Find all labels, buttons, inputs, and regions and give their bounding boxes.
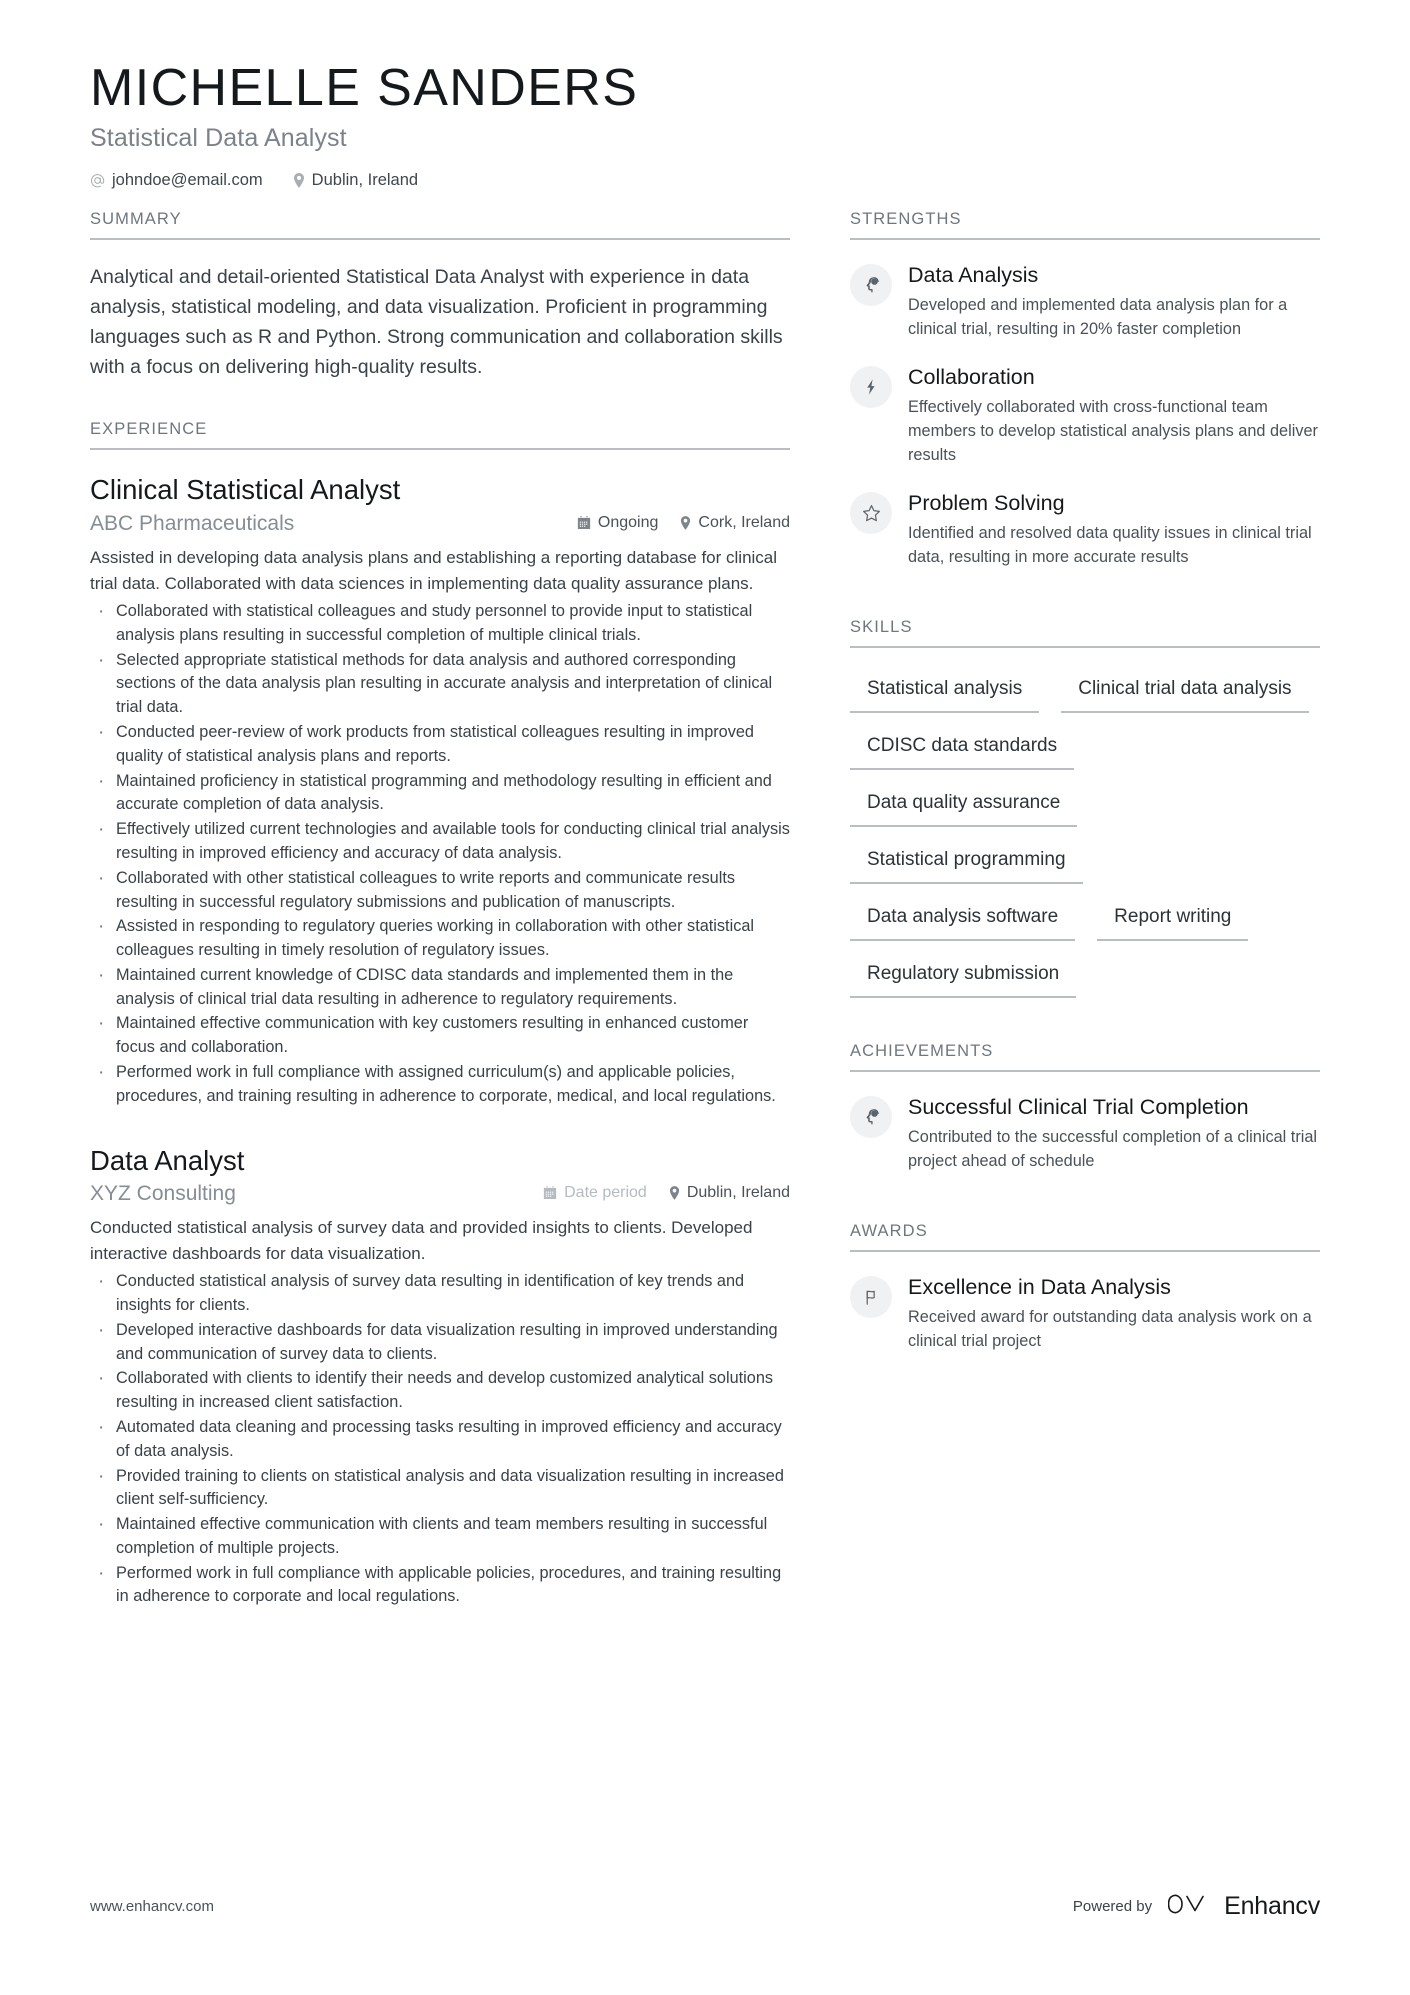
footer-website[interactable]: www.enhancv.com xyxy=(90,1897,214,1915)
experience-role: Clinical Statistical Analyst xyxy=(90,474,401,506)
contact-row xyxy=(90,171,1320,190)
strength-item xyxy=(850,490,1320,570)
award-item xyxy=(850,1274,1320,1354)
enhancv-brand xyxy=(1168,1891,1320,1921)
experience-bullet: · Developed interactive dashboards for data visualization resulting in improved understanding and communication of survey data to clients. xyxy=(90,1319,790,1367)
awards-section-title: AWARDS xyxy=(850,1222,1320,1252)
section-experience xyxy=(90,420,790,1609)
achievement-item xyxy=(850,1094,1320,1174)
experience-bullet: · Collaborated with clients to identify their needs and develop customized analytical solutions resulting in increased client satisfaction. xyxy=(90,1367,790,1415)
enhancv-logo-icon xyxy=(1168,1891,1214,1921)
skill-tag: Data analysis software xyxy=(850,898,1075,941)
experience-bullet: · Collaborated with statistical colleagues and study personnel to provide input to statistical analysis plans resulting in successful completion of multiple clinical trials. xyxy=(90,600,790,648)
strengths-section-title: STRENGTHS xyxy=(850,210,1320,240)
contact-email[interactable] xyxy=(90,171,263,190)
experience-bullet: · Automated data cleaning and processing tasks resulting in improved efficiency and accuracy of data analysis. xyxy=(90,1416,790,1464)
experience-bullets xyxy=(90,1270,790,1609)
skill-tag: Report writing xyxy=(1097,898,1248,941)
map-pin-icon xyxy=(669,1186,680,1200)
experience-bullet: · Maintained proficiency in statistical programming and methodology resulting in efficient and accurate completion of data analysis. xyxy=(90,770,790,818)
skill-tag: Statistical analysis xyxy=(850,670,1039,713)
experience-description: Assisted in developing data analysis plans and establishing a reporting database for clinical trial data. Collaborated with data sciences in implementing data quality assurance plans. xyxy=(90,548,778,593)
star-outline-icon xyxy=(850,492,892,534)
experience-bullets xyxy=(90,600,790,1108)
achievements-section-title: ACHIEVEMENTS xyxy=(850,1042,1320,1072)
calendar-icon xyxy=(543,1186,557,1200)
experience-role: Data Analyst xyxy=(90,1144,245,1176)
contact-email-text: johndoe@email.com xyxy=(112,171,263,190)
flag-icon xyxy=(850,1276,892,1318)
skills-list xyxy=(850,670,1320,1012)
footer-branding xyxy=(1073,1891,1320,1921)
experience-location-text: Dublin, Ireland xyxy=(686,1184,790,1202)
resume-body xyxy=(90,210,1320,1615)
summary-section-title: SUMMARY xyxy=(90,210,790,240)
skill-tag: Regulatory submission xyxy=(850,955,1076,998)
experience-bullet: · Effectively utilized current technologies and available tools for conducting clinical trial analysis resulting in improved efficiency and accuracy of data analysis. xyxy=(90,818,790,866)
award-title: Excellence in Data Analysis xyxy=(908,1275,1171,1300)
experience-meta-right xyxy=(543,1184,790,1202)
experience-bullet: · Conducted peer-review of work products from statistical colleagues resulting in improved quality of statistical analysis plans and reports. xyxy=(90,721,790,769)
summary-text: Analytical and detail-oriented Statistical Data Analyst with experience in data analysis, statistical modeling, and data visualization. Proficient in programming languages such as R and Python. Strong communication and collaboration skills with a focus on delivering high-quality results. xyxy=(90,266,783,379)
experience-bullet: · Assisted in responding to regulatory queries working in collaboration with other statistical colleagues resulting in timely resolution of regulatory issues. xyxy=(90,915,790,963)
section-awards xyxy=(850,1222,1320,1354)
experience-date xyxy=(577,514,659,532)
strength-body xyxy=(908,364,1320,468)
strength-title: Collaboration xyxy=(908,365,1035,390)
strength-item xyxy=(850,262,1320,342)
experience-date-text: Date period xyxy=(564,1184,647,1202)
calendar-icon xyxy=(577,516,591,530)
experience-company: XYZ Consulting xyxy=(90,1182,236,1206)
strength-description: Effectively collaborated with cross-functional team members to develop statistical analysis plans and deliver results xyxy=(908,398,1318,465)
skill-tag: Statistical programming xyxy=(850,841,1083,884)
powered-by-label: Powered by xyxy=(1072,1897,1153,1915)
experience-meta xyxy=(90,512,790,536)
experience-bullet: · Provided training to clients on statistical analysis and data visualization resulting in increased client self-sufficiency. xyxy=(90,1465,790,1513)
experience-bullet: · Performed work in full compliance with assigned curriculum(s) and applicable policies, procedures, and training resulting in adherence to corporate, medical, and local regulations. xyxy=(90,1061,790,1109)
experience-bullet: · Selected appropriate statistical methods for data analysis and authored corresponding sections of the data analysis plan resulting in accurate analysis and interpretation of clinical trial data. xyxy=(90,649,790,720)
strength-title: Problem Solving xyxy=(908,491,1065,516)
contact-location-text: Dublin, Ireland xyxy=(311,171,419,190)
skill-tag: Data quality assurance xyxy=(850,784,1077,827)
strength-description: Identified and resolved data quality issues in clinical trial data, resulting in more accurate results xyxy=(908,524,1312,567)
right-column xyxy=(850,210,1320,1615)
strength-body xyxy=(908,262,1320,342)
head-profile-icon xyxy=(850,1096,892,1138)
experience-date xyxy=(543,1184,647,1202)
strength-description: Developed and implemented data analysis plan for a clinical trial, resulting in 20% faster completion xyxy=(908,296,1288,339)
strength-body xyxy=(908,490,1320,570)
experience-bullet: · Maintained effective communication with clients and team members resulting in successful completion of multiple projects. xyxy=(90,1513,790,1561)
contact-location xyxy=(293,171,418,190)
lightning-bolt-icon xyxy=(850,366,892,408)
experience-bullet: · Conducted statistical analysis of survey data resulting in identification of key trends and insights for clients. xyxy=(90,1270,790,1318)
section-summary xyxy=(90,210,790,382)
skills-section-title: SKILLS xyxy=(850,618,1320,648)
map-pin-icon xyxy=(680,516,691,530)
strength-item xyxy=(850,364,1320,468)
award-body xyxy=(908,1274,1320,1354)
at-sign-icon xyxy=(90,173,105,188)
experience-company: ABC Pharmaceuticals xyxy=(90,512,295,536)
enhancv-brand-name: Enhancv xyxy=(1224,1891,1320,1920)
experience-location xyxy=(669,1184,790,1202)
experience-date-text: Ongoing xyxy=(597,514,659,532)
experience-bullet: · Collaborated with other statistical colleagues to write reports and communicate results resulting in successful regulatory submissions and publication of manuscripts. xyxy=(90,867,790,915)
experience-bullet: · Maintained current knowledge of CDISC data standards and implemented them in the analysis of clinical trial data resulting in adherence to regulatory requirements. xyxy=(90,964,790,1012)
left-column xyxy=(90,210,790,1615)
experience-bullet: · Maintained effective communication with key customers resulting in enhanced customer focus and collaboration. xyxy=(90,1012,790,1060)
resume-footer xyxy=(90,1891,1320,1921)
experience-location xyxy=(680,514,790,532)
experience-bullet: · Performed work in full compliance with applicable policies, procedures, and training resulting in adherence to corporate and local regulations. xyxy=(90,1562,790,1610)
candidate-name: MICHELLE SANDERS xyxy=(90,59,639,117)
section-strengths xyxy=(850,210,1320,570)
achievement-description: Contributed to the successful completion of a clinical trial project ahead of schedule xyxy=(908,1128,1318,1171)
experience-meta xyxy=(90,1182,790,1206)
section-skills xyxy=(850,618,1320,1012)
section-achievements xyxy=(850,1042,1320,1174)
head-profile-icon xyxy=(850,264,892,306)
skill-tag: CDISC data standards xyxy=(850,727,1074,770)
candidate-job-title: Statistical Data Analyst xyxy=(90,124,347,153)
award-description: Received award for outstanding data analysis work on a clinical trial project xyxy=(908,1308,1312,1351)
achievement-body xyxy=(908,1094,1320,1174)
experience-location-text: Cork, Ireland xyxy=(698,514,790,532)
map-pin-icon xyxy=(293,173,305,188)
achievement-title: Successful Clinical Trial Completion xyxy=(908,1095,1249,1120)
experience-item xyxy=(90,1143,790,1610)
experience-meta-right xyxy=(577,514,790,532)
skill-tag: Clinical trial data analysis xyxy=(1061,670,1308,713)
experience-item xyxy=(90,472,790,1108)
strength-title: Data Analysis xyxy=(908,263,1039,288)
experience-description: Conducted statistical analysis of survey data and provided insights to clients. Developed interactive dashboards for data visualization. xyxy=(90,1218,753,1263)
experience-section-title: EXPERIENCE xyxy=(90,420,790,450)
resume-header xyxy=(90,58,1320,190)
